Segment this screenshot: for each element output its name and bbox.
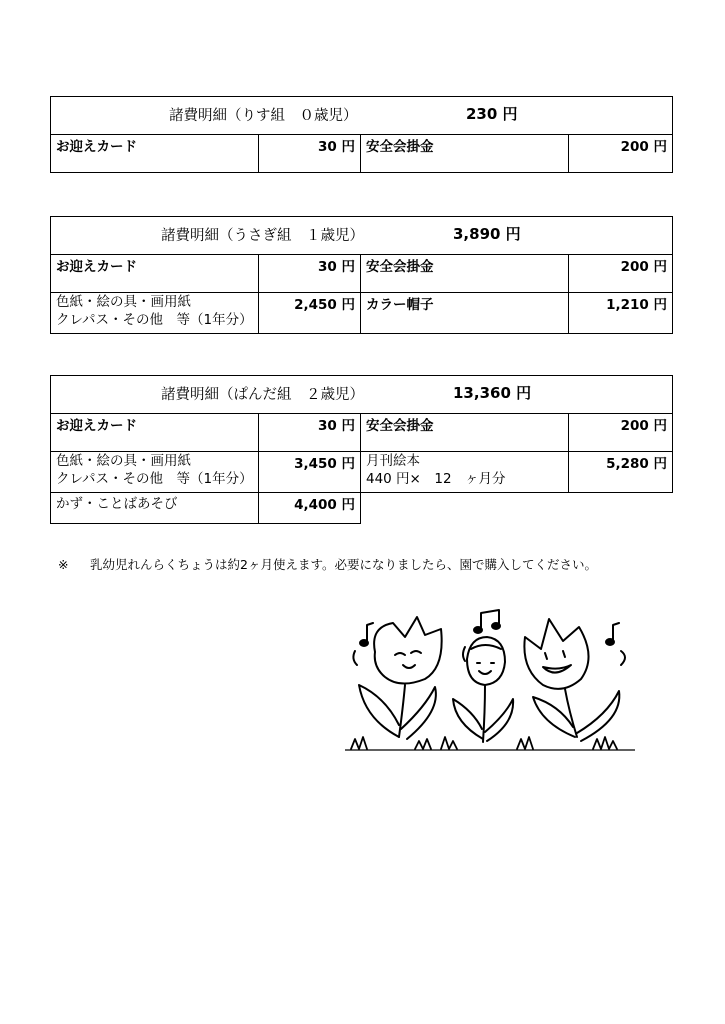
item-amount: 5,280 円 [569, 452, 673, 493]
table-title-row [51, 376, 673, 414]
tulip-character-icon [359, 617, 442, 739]
table-total: 230 円 [466, 105, 518, 123]
fee-table-panda [50, 375, 673, 524]
item-label: お迎えカード [51, 255, 259, 293]
item-amount: 4,400 円 [259, 493, 361, 524]
item-label: 月刊絵本 440 円× 12 ヶ月分 [361, 452, 569, 493]
footnote [58, 555, 597, 573]
item-amount: 200 円 [569, 135, 673, 173]
item-label: 色紙・絵の具・画用紙 クレパス・その他 等（1年分） [51, 293, 259, 334]
table-total: 13,360 円 [453, 384, 532, 402]
item-amount: 30 円 [259, 135, 361, 173]
item-amount: 200 円 [569, 255, 673, 293]
table-title-row [51, 97, 673, 135]
table-title-row [51, 217, 673, 255]
empty-cell [361, 493, 569, 524]
empty-cell [569, 493, 673, 524]
note-text: 乳幼児れんらくちょうは約2ヶ月使えます。必要になりましたら、園で購入してください。 [90, 557, 597, 572]
table-title: 諸費明細（ぱんだ組 ２歳児） [161, 387, 364, 403]
item-label: カラー帽子 [361, 293, 569, 334]
item-label: かず・ことばあそび [51, 493, 259, 524]
note-mark: ※ [58, 557, 69, 572]
item-label: 色紙・絵の具・画用紙 クレパス・その他 等（1年分） [51, 452, 259, 493]
item-amount: 1,210 円 [569, 293, 673, 334]
item-amount: 30 円 [259, 414, 361, 452]
table-title: 諸費明細（りす組 ０歳児） [169, 108, 358, 124]
music-note-icon [606, 623, 619, 645]
table-total: 3,890 円 [453, 225, 521, 243]
item-amount: 2,450 円 [259, 293, 361, 334]
tulips-illustration [345, 607, 635, 757]
tulip-character-icon [524, 619, 619, 741]
item-label: 安全会掛金 [361, 414, 569, 452]
item-amount: 3,450 円 [259, 452, 361, 493]
item-amount: 30 円 [259, 255, 361, 293]
item-label: お迎えカード [51, 135, 259, 173]
fee-table-risu [50, 96, 673, 173]
tulip-character-icon [453, 637, 513, 742]
table-title: 諸費明細（うさぎ組 １歳児） [161, 228, 364, 244]
item-label: お迎えカード [51, 414, 259, 452]
music-note-icon [474, 610, 500, 633]
item-amount: 200 円 [569, 414, 673, 452]
item-label: 安全会掛金 [361, 255, 569, 293]
fee-table-usagi [50, 216, 673, 334]
item-label: 安全会掛金 [361, 135, 569, 173]
music-note-icon [360, 623, 373, 646]
